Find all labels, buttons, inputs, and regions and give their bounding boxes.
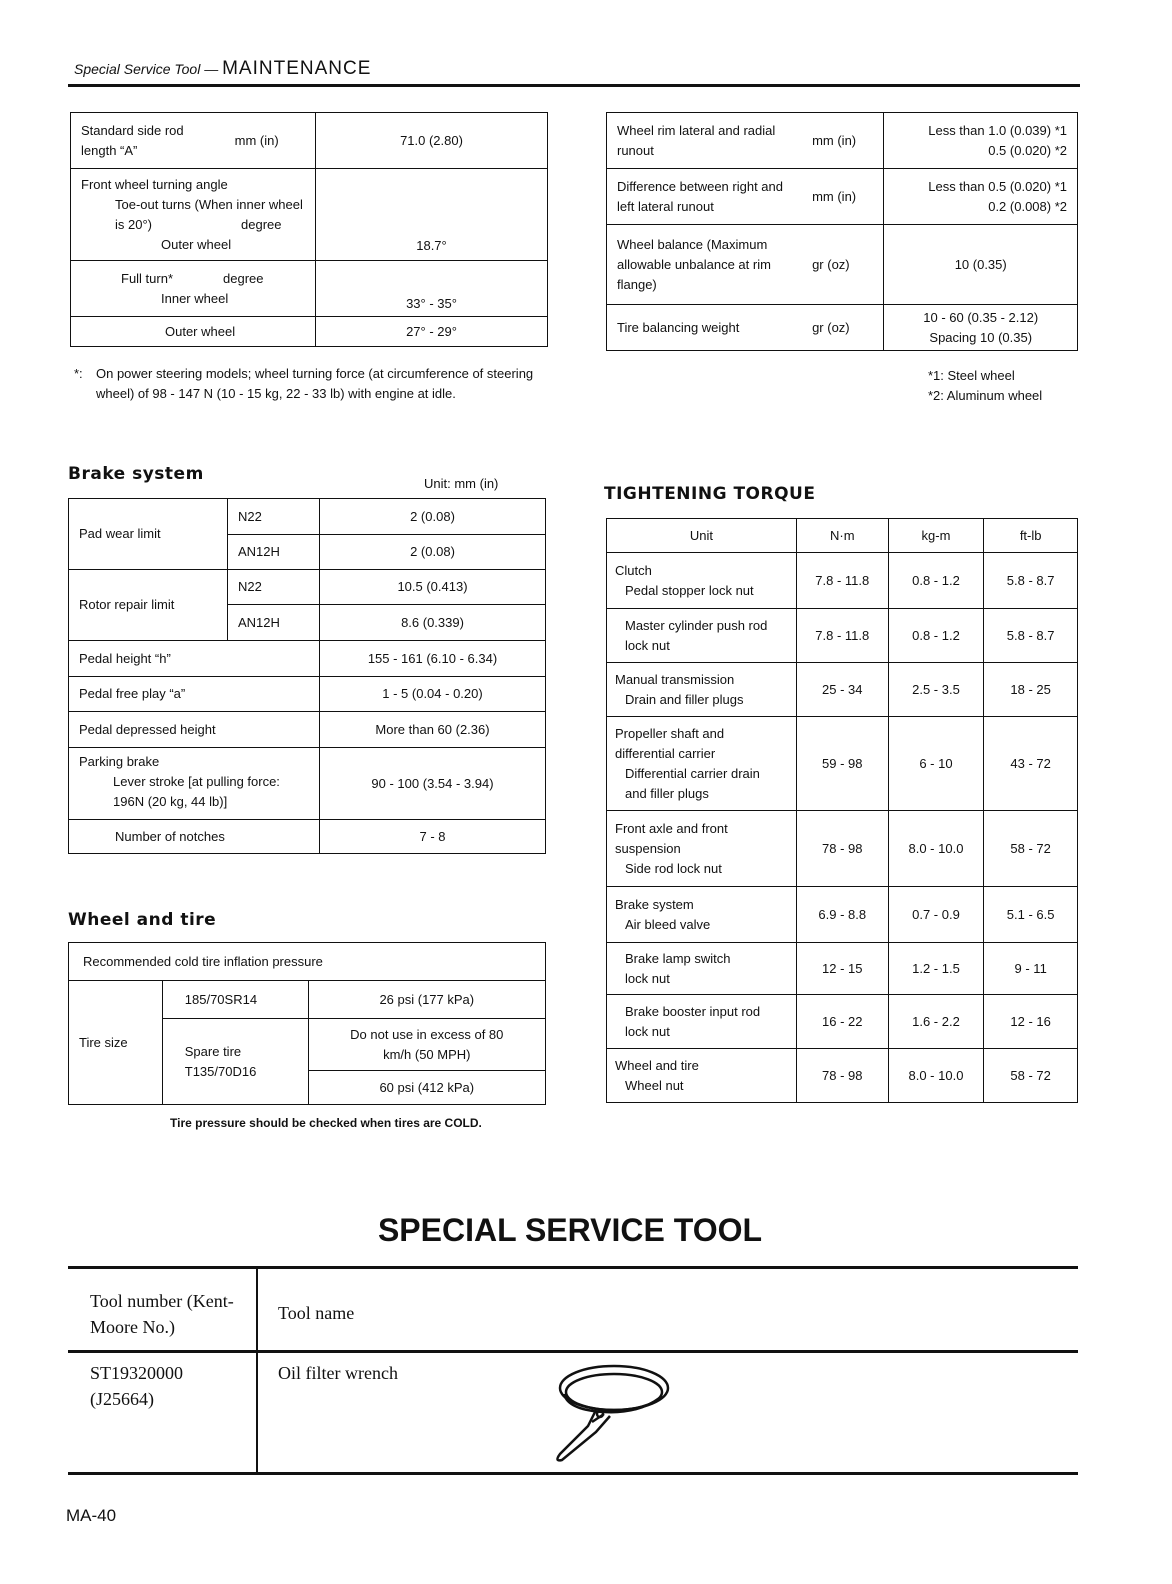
table-row xyxy=(69,570,546,605)
weight-label: Tire balancing weight xyxy=(607,305,803,351)
torque-item-name: Master cylinder push rod lock nut xyxy=(625,617,768,653)
fullturn-label: Full turn* xyxy=(121,270,174,286)
pedal-free-play-value: 1 - 5 (0.04 - 0.20) xyxy=(320,677,546,712)
torque-ftlb: 5.1 - 6.5 xyxy=(984,887,1078,943)
torque-item xyxy=(607,663,797,717)
pedal-depressed-label: Pedal depressed height xyxy=(69,712,320,748)
torque-ftlb: 58 - 72 xyxy=(984,811,1078,887)
torque-item-name: Side rod lock nut xyxy=(625,860,722,876)
torque-group: Manual transmission xyxy=(615,671,735,687)
torque-item xyxy=(607,811,797,887)
steel-wheel-note: *1: Steel wheel xyxy=(928,368,1015,383)
tire-spare-pressure: 60 psi (412 kPa) xyxy=(308,1071,545,1105)
torque-kgm: 8.0 - 10.0 xyxy=(888,1049,984,1103)
col-nm: N·m xyxy=(796,519,888,553)
page-header xyxy=(74,58,371,80)
wheel-balance-table xyxy=(606,112,1078,351)
torque-nm: 6.9 - 8.8 xyxy=(796,887,888,943)
torque-kgm: 8.0 - 10.0 xyxy=(888,811,984,887)
torque-item-name: Differential carrier drain and filler plugs xyxy=(625,765,760,801)
table-row xyxy=(69,641,546,677)
table-cell xyxy=(71,113,316,169)
rotor-repair-label: Rotor repair limit xyxy=(69,570,228,641)
torque-item-name: Air bleed valve xyxy=(625,916,711,932)
pad-model-an12h: AN12H xyxy=(227,535,319,570)
table-header-row xyxy=(607,519,1078,553)
side-rod-unit: mm (in) xyxy=(234,132,279,148)
torque-item xyxy=(607,995,797,1049)
diff-runout-value-alum: 0.2 (0.008) *2 xyxy=(988,198,1067,214)
table-row xyxy=(607,995,1078,1049)
side-rod-label: Standard side rod length “A” xyxy=(81,122,184,158)
toeout-label: Toe-out turns (When inner wheel is 20°) xyxy=(115,197,303,232)
torque-group: Brake system xyxy=(615,896,694,912)
torque-nm: 59 - 98 xyxy=(796,717,888,811)
torque-ftlb: 5.8 - 8.7 xyxy=(984,609,1078,663)
table-row xyxy=(71,169,548,261)
sst-kent-moore: (J25664) xyxy=(90,1389,154,1409)
notches-label: Number of notches xyxy=(69,820,320,854)
table-row xyxy=(607,943,1078,995)
lever-stroke-value: 90 - 100 (3.54 - 3.94) xyxy=(320,748,546,820)
diff-runout-value-steel: Less than 0.5 (0.020) *1 xyxy=(928,178,1067,194)
brake-table xyxy=(68,498,546,854)
steering-table xyxy=(70,112,548,347)
rotor-value-an12h: 8.6 (0.339) xyxy=(320,605,546,641)
tire-std-pressure: 26 psi (177 kPa) xyxy=(308,981,545,1019)
tire-section-title: Wheel and tire xyxy=(68,910,217,930)
table-row xyxy=(71,261,548,317)
pedal-height-value: 155 - 161 (6.10 - 6.34) xyxy=(320,641,546,677)
page-number: MA-40 xyxy=(66,1506,117,1525)
sst-col-divider xyxy=(256,1266,258,1474)
sst-top-rule xyxy=(68,1266,1078,1269)
pad-value-n22: 2 (0.08) xyxy=(320,499,546,535)
table-row xyxy=(607,609,1078,663)
torque-kgm: 1.2 - 1.5 xyxy=(888,943,984,995)
torque-nm: 16 - 22 xyxy=(796,995,888,1049)
table-row xyxy=(607,811,1078,887)
tire-size-label: Tire size xyxy=(69,981,163,1105)
lever-stroke-label: Lever stroke [at pulling force: 196N (20 kg, 44 lb)] xyxy=(113,774,280,809)
torque-item xyxy=(607,887,797,943)
diff-runout-label: Difference between right and left lateral runout xyxy=(607,169,803,225)
table-row xyxy=(607,113,1078,169)
balance-label: Wheel balance (Maximum allowable unbalance at rim flange) xyxy=(607,225,803,305)
sst-tool-number: ST19320000 xyxy=(90,1363,184,1383)
diff-runout-unit: mm (in) xyxy=(802,169,884,225)
pad-model-n22: N22 xyxy=(227,499,319,535)
brake-section-title: Brake system xyxy=(68,464,204,484)
rotor-model-n22: N22 xyxy=(227,570,319,605)
table-row xyxy=(69,943,546,981)
oil-filter-wrench-icon xyxy=(544,1356,684,1468)
torque-item-name: Pedal stopper lock nut xyxy=(625,582,754,598)
torque-kgm: 1.6 - 2.2 xyxy=(888,995,984,1049)
torque-ftlb: 9 - 11 xyxy=(984,943,1078,995)
sst-bottom-rule xyxy=(68,1472,1078,1475)
fullturn-line xyxy=(81,269,305,289)
table-row xyxy=(607,1049,1078,1103)
runout-label: Wheel rim lateral and radial runout xyxy=(607,113,803,169)
rotor-value-n22: 10.5 (0.413) xyxy=(320,570,546,605)
torque-item xyxy=(607,553,797,609)
header-rule xyxy=(68,84,1080,87)
torque-item xyxy=(607,609,797,663)
table-row xyxy=(607,169,1078,225)
torque-item xyxy=(607,717,797,811)
torque-item xyxy=(607,943,797,995)
turning-title: Front wheel turning angle xyxy=(81,177,228,192)
table-row xyxy=(69,499,546,535)
weight-spacing: Spacing 10 (0.35) xyxy=(929,329,1033,345)
fullturn-degree: degree xyxy=(223,270,264,286)
weight-range: 10 - 60 (0.35 - 2.12) xyxy=(923,309,1039,325)
fullturn-outer-label: Outer wheel xyxy=(71,317,316,347)
sst-mid-rule xyxy=(68,1350,1078,1353)
table-row xyxy=(69,677,546,712)
fullturn-outer-value: 27° - 29° xyxy=(316,317,548,347)
sst-title: SPECIAL SERVICE TOOL xyxy=(377,1212,763,1248)
tire-header: Recommended cold tire inflation pressure xyxy=(69,943,546,981)
pedal-free-play-label: Pedal free play “a” xyxy=(69,677,320,712)
tire-spare-size: Spare tire T135/70D16 xyxy=(162,1019,308,1105)
tire-footnote: Tire pressure should be checked when tires are COLD. xyxy=(170,1116,482,1130)
torque-nm: 78 - 98 xyxy=(796,811,888,887)
torque-nm: 25 - 34 xyxy=(796,663,888,717)
header-title: MAINTENANCE xyxy=(222,58,372,79)
weight-value xyxy=(884,305,1078,351)
torque-kgm: 0.8 - 1.2 xyxy=(888,553,984,609)
fullturn-inner-label: Inner wheel xyxy=(161,290,229,306)
pad-value-an12h: 2 (0.08) xyxy=(320,535,546,570)
torque-table xyxy=(606,518,1078,1103)
table-row xyxy=(607,553,1078,609)
torque-nm: 7.8 - 11.8 xyxy=(796,609,888,663)
weight-unit: gr (oz) xyxy=(802,305,884,351)
side-rod-value: 71.0 (2.80) xyxy=(316,113,548,169)
balance-unit: gr (oz) xyxy=(802,225,884,305)
tire-table xyxy=(68,942,546,1105)
torque-group: Front axle and front suspension xyxy=(615,820,728,856)
table-row xyxy=(607,887,1078,943)
torque-item-name: Brake lamp switch lock nut xyxy=(625,950,731,986)
toeout-outer-label: Outer wheel xyxy=(161,237,232,252)
torque-ftlb: 58 - 72 xyxy=(984,1049,1078,1103)
brake-unit: Unit: mm (in) xyxy=(424,476,499,491)
table-row xyxy=(607,305,1078,351)
rotor-model-an12h: AN12H xyxy=(227,605,319,641)
torque-group: Clutch xyxy=(615,562,652,578)
diff-runout-value xyxy=(884,169,1078,225)
runout-value xyxy=(884,113,1078,169)
tire-spare-speed: Do not use in excess of 80 km/h (50 MPH) xyxy=(308,1019,545,1071)
col-unit: Unit xyxy=(607,519,797,553)
table-row xyxy=(69,748,546,820)
table-row xyxy=(71,113,548,169)
aluminum-wheel-note: *2: Aluminum wheel xyxy=(928,388,1043,403)
steering-note: On power steering models; wheel turning force (at circumference of steering wheel) of 98 - 147 N (10 - 15 kg, 22 - 33 lb) with engine at idle. xyxy=(96,366,534,401)
torque-ftlb: 5.8 - 8.7 xyxy=(984,553,1078,609)
torque-ftlb: 18 - 25 xyxy=(984,663,1078,717)
table-row xyxy=(71,317,548,347)
steering-note-mark: *: xyxy=(74,366,83,381)
torque-section-title: TIGHTENING TORQUE xyxy=(604,484,816,504)
torque-nm: 7.8 - 11.8 xyxy=(796,553,888,609)
header-prefix: Special Service Tool — xyxy=(74,61,223,77)
table-row xyxy=(607,717,1078,811)
table-row xyxy=(69,712,546,748)
torque-group: Propeller shaft and differential carrier xyxy=(615,725,725,761)
runout-value-steel: Less than 1.0 (0.039) *1 xyxy=(928,122,1067,138)
torque-item-name: Drain and filler plugs xyxy=(625,691,744,707)
table-row xyxy=(607,663,1078,717)
torque-item xyxy=(607,1049,797,1103)
torque-kgm: 6 - 10 xyxy=(888,717,984,811)
table-row xyxy=(607,225,1078,305)
col-kgm: kg-m xyxy=(888,519,984,553)
torque-kgm: 0.7 - 0.9 xyxy=(888,887,984,943)
torque-kgm: 2.5 - 3.5 xyxy=(888,663,984,717)
pad-wear-label: Pad wear limit xyxy=(69,499,228,570)
balance-value: 10 (0.35) xyxy=(884,225,1078,305)
table-row xyxy=(69,820,546,854)
pedal-height-label: Pedal height “h” xyxy=(69,641,320,677)
fullturn-cell xyxy=(71,261,316,317)
parking-cell xyxy=(69,748,320,820)
turning-cell xyxy=(71,169,316,261)
notches-value: 7 - 8 xyxy=(320,820,546,854)
sst-col-tool-name: Tool name xyxy=(278,1303,355,1323)
torque-item-name: Wheel nut xyxy=(625,1077,684,1093)
tire-std-size: 185/70SR14 xyxy=(162,981,308,1019)
torque-item-name: Brake booster input rod lock nut xyxy=(625,1003,761,1039)
toeout-outer-value: 18.7° xyxy=(316,169,548,261)
torque-ftlb: 43 - 72 xyxy=(984,717,1078,811)
toeout-degree: degree xyxy=(241,217,282,232)
table-row xyxy=(69,981,546,1019)
torque-nm: 12 - 15 xyxy=(796,943,888,995)
sst-tool-name: Oil filter wrench xyxy=(278,1363,398,1383)
torque-kgm: 0.8 - 1.2 xyxy=(888,609,984,663)
runout-unit: mm (in) xyxy=(802,113,884,169)
torque-nm: 78 - 98 xyxy=(796,1049,888,1103)
parking-brake-label: Parking brake xyxy=(79,754,160,769)
pedal-depressed-value: More than 60 (2.36) xyxy=(320,712,546,748)
col-ftlb: ft-lb xyxy=(984,519,1078,553)
torque-group: Wheel and tire xyxy=(615,1057,699,1073)
fullturn-inner-value: 33° - 35° xyxy=(316,261,548,317)
torque-ftlb: 12 - 16 xyxy=(984,995,1078,1049)
sst-col-tool-number: Tool number (Kent-Moore No.) xyxy=(90,1291,234,1337)
runout-value-alum: 0.5 (0.020) *2 xyxy=(988,142,1067,158)
